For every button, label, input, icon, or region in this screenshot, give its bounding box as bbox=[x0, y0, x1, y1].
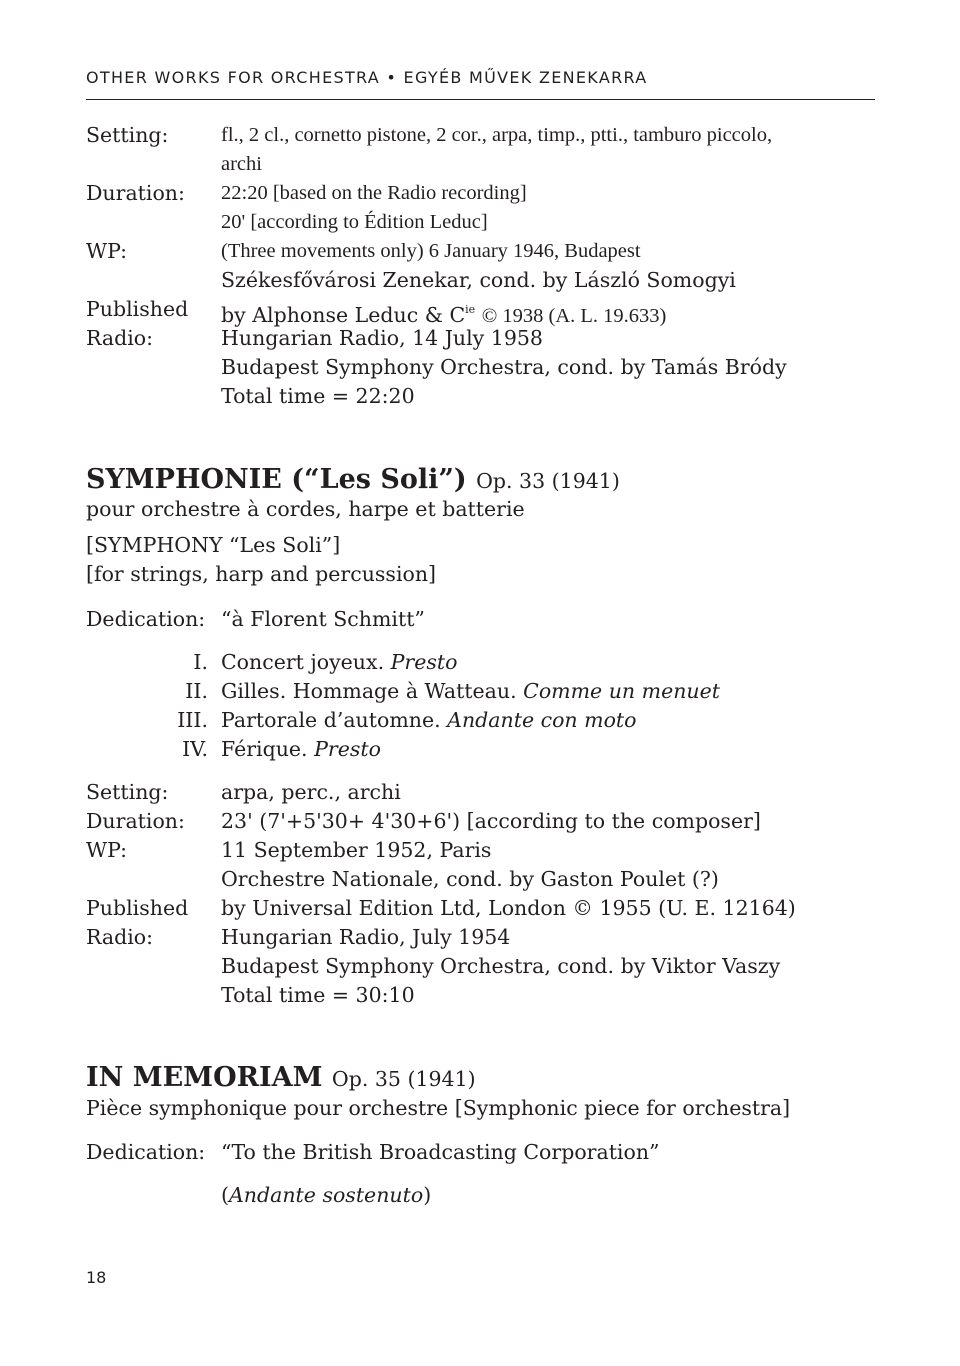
movement-tempo: Comme un menuet bbox=[523, 679, 720, 703]
movement-title: Concert joyeux. bbox=[221, 650, 385, 674]
radio-value: Hungarian Radio, July 1954 bbox=[221, 925, 511, 949]
movement-text bbox=[221, 735, 381, 764]
movement-tempo: Presto bbox=[390, 650, 458, 674]
published-copyright: © 1938 (A. L. 19.633) bbox=[481, 305, 667, 327]
dedication-value: “à Florent Schmitt” bbox=[221, 607, 425, 631]
setting-value-cont: archi bbox=[221, 153, 262, 175]
radio-value-cont: Budapest Symphony Orchestra, cond. by Viktor Vaszy bbox=[221, 954, 781, 978]
work2-opus: Op. 33 (1941) bbox=[476, 469, 620, 493]
published-superscript: ie bbox=[465, 303, 476, 316]
work2-subtitle-1: pour orchestre à cordes, harpe et batterie bbox=[86, 497, 525, 521]
wp-label: WP: bbox=[86, 838, 128, 862]
tempo-paren-open: ( bbox=[221, 1183, 229, 1207]
duration-value: 22:20 [based on the Radio recording] bbox=[221, 182, 527, 204]
movement-number: III. bbox=[177, 708, 208, 732]
running-header: OTHER WORKS FOR ORCHESTRA • EGYÉB MŰVEK ZENEKARRA bbox=[86, 68, 648, 87]
radio-value: Hungarian Radio, 14 July 1958 bbox=[221, 326, 543, 350]
movement-title: Gilles. Hommage à Watteau. bbox=[221, 679, 517, 703]
tempo-marking: Andante sostenuto bbox=[229, 1183, 424, 1207]
tempo-paren-close: ) bbox=[423, 1183, 432, 1207]
duration-label: Duration: bbox=[86, 809, 185, 833]
duration-value: 23' (7'+5'30+ 4'30+6') [according to the composer] bbox=[221, 809, 761, 833]
total-time: Total time = 22:20 bbox=[221, 384, 415, 408]
wp-value: 11 September 1952, Paris bbox=[221, 838, 492, 862]
dedication-label: Dedication: bbox=[86, 607, 206, 631]
work2-subtitle-2: [SYMPHONY “Les Soli”] bbox=[86, 533, 341, 557]
movement-text bbox=[221, 706, 637, 735]
movement-number: II. bbox=[185, 679, 208, 703]
header-rule bbox=[86, 99, 875, 100]
radio-label: Radio: bbox=[86, 326, 154, 350]
movement-tempo: Presto bbox=[314, 737, 381, 761]
wp-value-cont: Székesfővárosi Zenekar, cond. by László Somogyi bbox=[221, 268, 736, 292]
work2-title-text: SYMPHONIE (“Les Soli”) bbox=[86, 464, 467, 495]
wp-value: (Three movements only) 6 January 1946, Budapest bbox=[221, 240, 641, 262]
radio-label: Radio: bbox=[86, 925, 154, 949]
dedication-label: Dedication: bbox=[86, 1140, 206, 1164]
published-label: Published bbox=[86, 297, 189, 321]
work3-title bbox=[86, 1062, 476, 1093]
work3-title-text: IN MEMORIAM bbox=[86, 1062, 323, 1093]
wp-value-cont: Orchestre Nationale, cond. by Gaston Poulet (?) bbox=[221, 867, 719, 891]
movement-text bbox=[221, 648, 457, 677]
wp-label: WP: bbox=[86, 239, 128, 263]
work2-title bbox=[86, 464, 620, 495]
work3-subtitle: Pièce symphonique pour orchestre [Symphonic piece for orchestra] bbox=[86, 1096, 791, 1120]
movement-number: IV. bbox=[182, 737, 208, 761]
movement-title: Férique. bbox=[221, 737, 308, 761]
work2-subtitle-3: [for strings, harp and percussion] bbox=[86, 562, 437, 586]
dedication-value: “To the British Broadcasting Corporation” bbox=[221, 1140, 660, 1164]
setting-value: arpa, perc., archi bbox=[221, 780, 401, 804]
radio-value-cont: Budapest Symphony Orchestra, cond. by Tamás Bródy bbox=[221, 355, 787, 379]
duration-label: Duration: bbox=[86, 181, 185, 205]
duration-value-cont: 20' [according to Édition Leduc] bbox=[221, 211, 488, 233]
movement-text bbox=[221, 677, 720, 706]
published-value: by Universal Edition Ltd, London © 1955 (U. E. 12164) bbox=[221, 896, 796, 920]
published-label: Published bbox=[86, 896, 189, 920]
work3-opus: Op. 35 (1941) bbox=[331, 1067, 476, 1091]
setting-label: Setting: bbox=[86, 123, 169, 147]
setting-value: fl., 2 cl., cornetto pistone, 2 cor., arpa, timp., ptti., tamburo piccolo, bbox=[221, 124, 773, 146]
movement-number: I. bbox=[193, 650, 208, 674]
movement-title: Partorale d’automne. bbox=[221, 708, 441, 732]
setting-label: Setting: bbox=[86, 780, 169, 804]
movement-tempo: Andante con moto bbox=[447, 708, 637, 732]
published-publisher: by Alphonse Leduc & C bbox=[221, 303, 466, 327]
total-time: Total time = 30:10 bbox=[221, 983, 415, 1007]
work3-tempo bbox=[221, 1181, 431, 1210]
page-number: 18 bbox=[86, 1268, 107, 1287]
